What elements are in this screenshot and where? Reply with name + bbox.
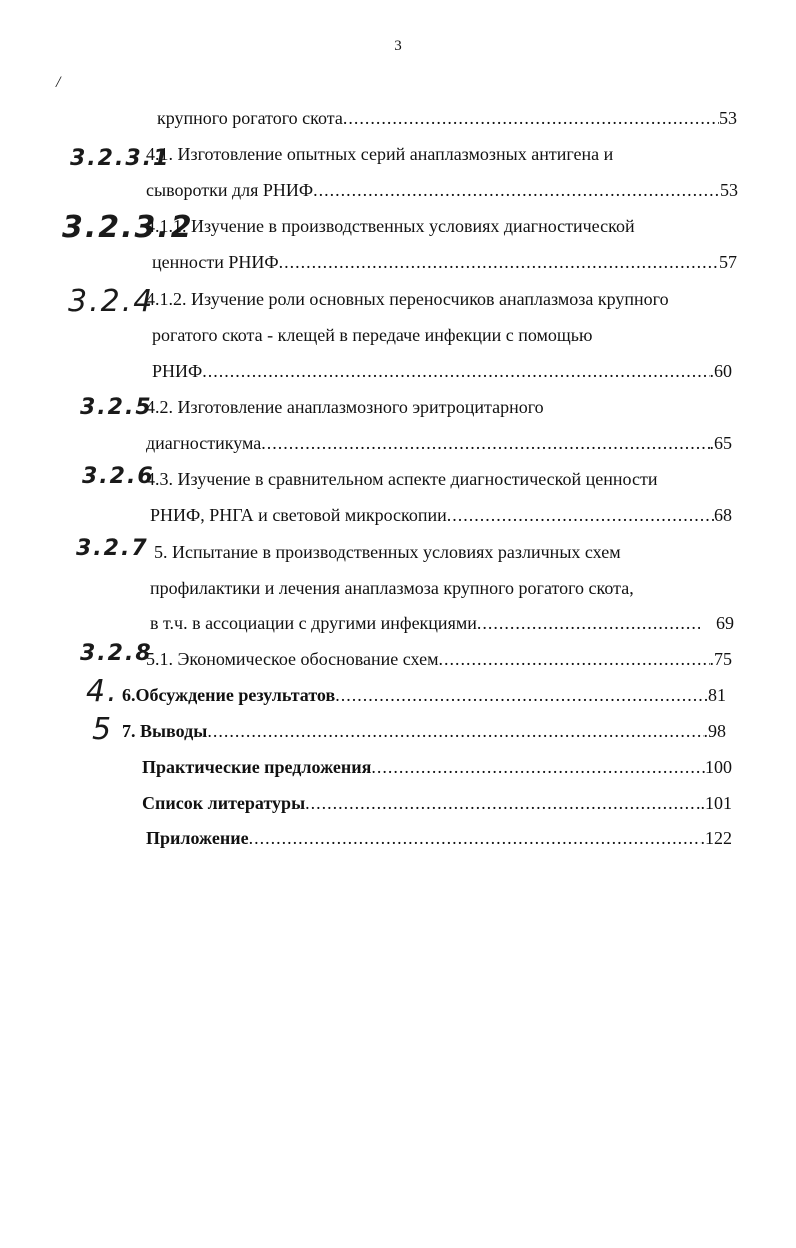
- toc-leader: [477, 610, 700, 636]
- toc-leader: [305, 790, 696, 816]
- handwritten-note-3232: 3.2.3.2: [62, 210, 194, 245]
- handwritten-note-5: 5: [92, 712, 114, 747]
- page-number: 3: [394, 38, 402, 54]
- toc-leader: [249, 825, 701, 851]
- toc-entry: Приложение ..... .122: [146, 825, 732, 851]
- toc-entry: 4.1.1. Изучение в производственных условиях диагностической: [146, 216, 635, 236]
- toc-leader: [279, 249, 719, 275]
- toc-entry: РНИФ ..... .60: [152, 358, 732, 384]
- toc-entry: 4.1. Изготовление опытных серий анаплазмозных антигена и: [146, 144, 614, 164]
- toc-entry: рогатого скота - клещей в передаче инфекции с помощью: [152, 325, 593, 345]
- toc-entry: диагностикума ..... .65: [146, 430, 732, 456]
- handwritten-note-3231: 3.2.3.1: [70, 146, 171, 171]
- toc-entry: 6.Обсуждение результатов ..... 81: [122, 682, 726, 708]
- toc-entry: 4.1.2. Изучение роли основных переносчиков анаплазмоза крупного: [146, 289, 669, 309]
- handwritten-note-326: 3.2.6: [82, 464, 155, 489]
- toc-entry: РНИФ, РНГА и световой микроскопии ..... 68: [150, 502, 732, 528]
- toc-leader: [371, 754, 705, 780]
- handwritten-note-327: 3.2.7: [76, 536, 149, 561]
- toc-leader: [438, 646, 709, 672]
- toc-leader: [447, 502, 714, 528]
- handwritten-note-4: 4.: [86, 674, 119, 709]
- toc-entry: крупного рогатого скота ..... 53: [157, 105, 737, 131]
- toc-entry: 4.3. Изучение в сравнительном аспекте диагностической ценности: [146, 469, 658, 489]
- toc-entry: профилактики и лечения анаплазмоза крупного рогатого скота,: [150, 578, 634, 598]
- toc-leader: [202, 358, 709, 384]
- handwritten-note-324: 3.2.4: [68, 284, 155, 319]
- toc-entry: 4.2. Изготовление анаплазмозного эритроцитарного: [146, 397, 544, 417]
- toc-entry: Список литературы ..... ..101: [142, 790, 732, 816]
- toc-leader: [335, 682, 708, 708]
- toc-entry: в т.ч. в ассоциации с другими инфекциями ..... 69: [150, 610, 734, 636]
- toc-leader: [207, 718, 703, 744]
- toc-leader: [261, 430, 709, 456]
- toc-entry: ценности РНИФ ..... 57: [152, 249, 737, 275]
- toc-entry: 5.1. Экономическое обоснование схем ..... .75: [146, 646, 732, 672]
- toc-entry: 7. Выводы ..... .98: [122, 718, 726, 744]
- toc-entry: Практические предложения ..... 100: [142, 754, 732, 780]
- handwritten-note-325: 3.2.5: [80, 395, 153, 420]
- stray-pen-mark: /: [56, 74, 61, 91]
- toc-leader: [343, 105, 719, 131]
- toc-leader: [313, 177, 720, 203]
- toc-entry: сыворотки для РНИФ ..... 53: [146, 177, 738, 203]
- handwritten-note-328: 3.2.8: [80, 641, 153, 666]
- toc-entry: 5. Испытание в производственных условиях различных схем: [154, 542, 621, 562]
